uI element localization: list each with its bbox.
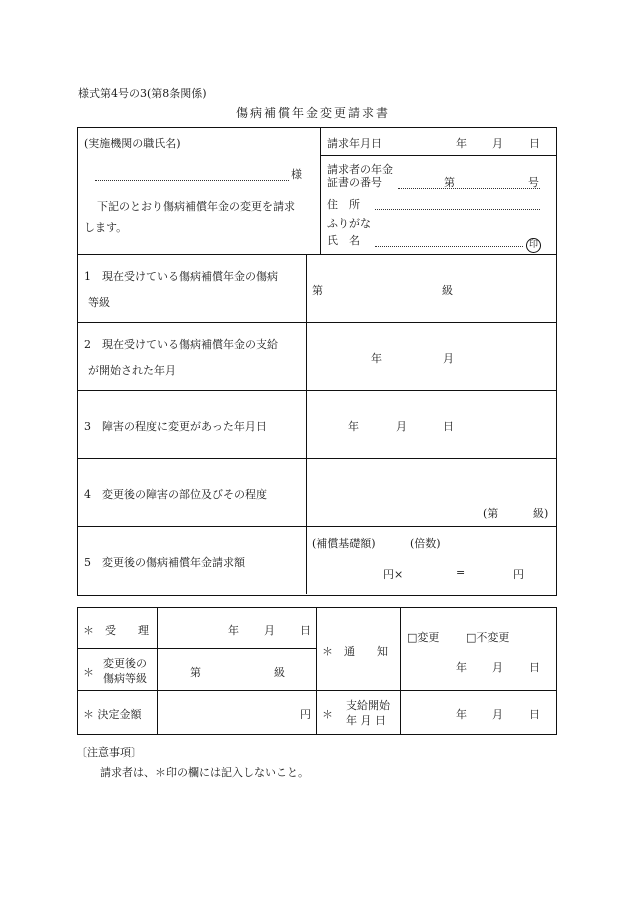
- grade-label-2: 傷病等級: [103, 672, 147, 685]
- seal-mark: 印: [526, 232, 541, 253]
- amount-label: ＊ 決定金額: [83, 708, 142, 721]
- start-label-2: 年 月 日: [346, 714, 386, 727]
- start-label-1: 支給開始: [346, 699, 390, 712]
- address-field[interactable]: [375, 209, 540, 210]
- item-4-label: 4 変更後の障害の部位及びその程度: [84, 488, 267, 501]
- check-no-change[interactable]: □不変更: [466, 631, 510, 644]
- office-use-table: [77, 607, 557, 735]
- name-field[interactable]: [375, 246, 523, 247]
- cert-label-1: 請求者の年金: [327, 163, 393, 176]
- grade-label-1: 変更後の: [103, 657, 147, 670]
- request-date-label: 請求年月日: [327, 137, 382, 150]
- request-statement: 下記のとおり傷病補償年金の変更を請求: [97, 200, 295, 213]
- form-page: 様式第4号の3(第8条関係) 傷病補償年金変更請求書 (実施機関の職氏名) 様 下記のとおり傷病補償年金の変更を請求 します。 請求年月日 年 月 日 請求者の年金 証書の番号 第 号 住 所 ふりがな 氏 名 印 1 現在受けている傷病補償年金の傷病 等級 第 級 2 現在受けている傷病補償年金の支給 が開始された年月 年 月 3 障害の程度に変更があった年月日 年 月 日 4 変更後の障害の部位及びその程度 (第 級) 5 変更後の傷病補償年金請求額 (補償基礎額) (倍数) 円× = 円 ＊ 受 理 年 月 日 ＊ 変更後の 傷病等級 第 級 ＊ 決定金額 円 ＊ 通 知 □変更 □不変更 年 月 日 ＊ 支給開始 年 月 日 年 月 日 〔注意事項〕 請求者は、＊印の欄には記入しないこと。: [0, 0, 630, 915]
- item-3-label: 3 障害の程度に変更があった年月日: [84, 420, 267, 433]
- cert-number-field[interactable]: [398, 188, 540, 189]
- item-1-label: 1 現在受けている傷病補償年金の傷病: [84, 270, 278, 283]
- item-5-label: 5 変更後の傷病補償年金請求額: [84, 556, 245, 569]
- furigana-label: ふりがな: [327, 217, 371, 230]
- name-label: 氏 名: [327, 234, 360, 247]
- item-2-label: 2 現在受けている傷病補償年金の支給: [84, 338, 278, 351]
- form-number: 様式第4号の3(第8条関係): [78, 87, 207, 100]
- address-label: 住 所: [327, 198, 360, 211]
- check-change[interactable]: □変更: [407, 631, 440, 644]
- sama-suffix: 様: [291, 168, 302, 181]
- notes-heading: 〔注意事項〕: [76, 746, 142, 759]
- addressee-label: (実施機関の職氏名): [84, 137, 181, 150]
- notice-label: ＊ 通 知: [322, 645, 388, 658]
- cert-label-2: 証書の番号: [327, 176, 382, 189]
- notes-text: 請求者は、＊印の欄には記入しないこと。: [100, 766, 309, 779]
- form-title: 傷病補償年金変更請求書: [236, 106, 391, 120]
- request-statement-end: します。: [84, 221, 128, 234]
- receipt-label: ＊ 受 理: [83, 624, 149, 637]
- addressee-line[interactable]: [95, 180, 289, 181]
